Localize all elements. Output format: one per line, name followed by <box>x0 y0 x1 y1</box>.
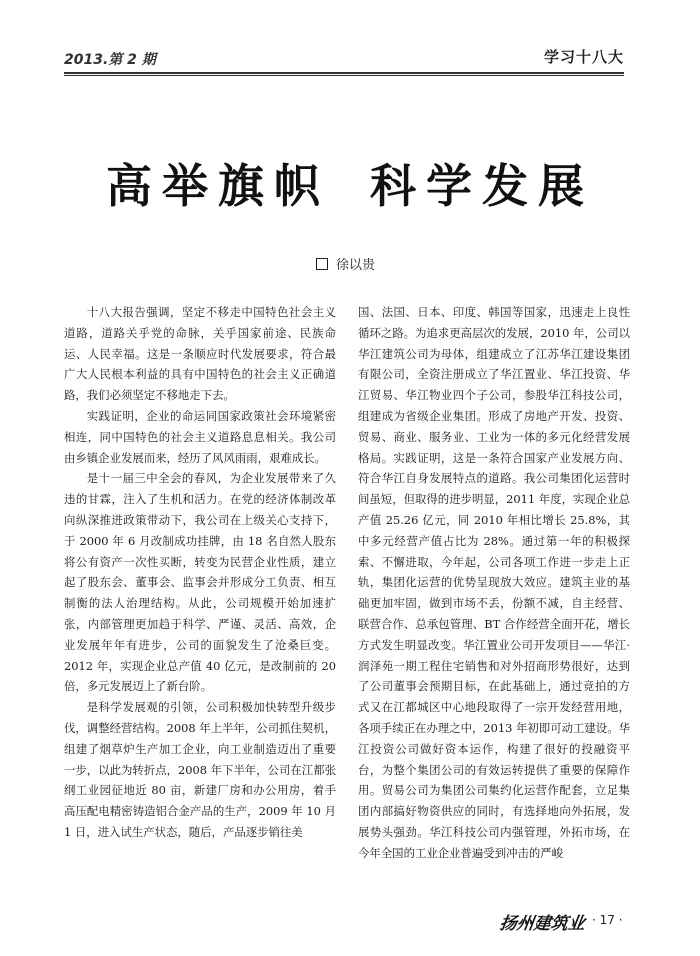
title-part-2: 科学发展 <box>370 159 594 213</box>
left-column <box>64 302 336 843</box>
page-number: · 17 · <box>592 913 623 927</box>
title-part-1: 高举旗帜 <box>106 159 330 213</box>
author-name: 徐以贵 <box>336 258 376 273</box>
paragraph: 实践证明，企业的命运同国家政策社会环境紧密相连，同中国特色的社会主义道路息息相关。我公司由乡镇企业发展而来，经历了风风雨雨，艰难成长。 <box>64 408 336 465</box>
paragraph: 十八大报告强调，坚定不移走中国特色社会主义道路，道路关乎党的命脉，关乎国家前途、民族命运、人民幸福。这是一条顺应时代发展要求，符合最广大人民根本利益的具有中国特色的社会主义正确道路，我们必须坚定不移地走下去。 <box>64 305 336 403</box>
article-title <box>0 150 700 216</box>
author-byline <box>316 254 375 273</box>
right-column <box>358 302 630 864</box>
header-rule-thin <box>64 75 624 76</box>
running-header <box>64 46 624 72</box>
issue-label: 2013.第 2 期 <box>64 52 156 68</box>
paragraph: 是科学发展观的引领，公司积极加快转型升级步伐，调整经营结构。2008 年上半年，公司抓住契机，组建了烟草炉生产加工企业，向工业制造迈出了重要一步，以此为转折点，2008 年下半年，公司在江都张纲工业园征地近 80 亩，新建厂房和办公用房，着手高压配电精密铸造铝合金产品的生产，2009 年 10 月 1 日，进入试生产状态，随后，产品逐步销往美 <box>64 700 336 839</box>
square-bullet-icon <box>316 258 328 270</box>
paragraph-continued: 国、法国、日本、印度、韩国等国家，迅速走上良性循环之路。为追求更高层次的发展，2010 年，公司以华江建筑公司为母体，组建成立了江苏华江建设集团有限公司，全资注册成立了华江置业、华江投资、华江贸易、华江物业四个子公司，参股华江科技公司，组建成为省级企业集团。形成了房地产开发、投资、贸易、商业、服务业、工业为一体的多元化经营发展格局。实践证明，这是一条符合国家产业发展方向、符合华江自身发展特点的道路。我公司集团化运营时间虽短，但取得的进步明显，2011 年度，实现企业总产值 25.26 亿元，同 2010 年相比增长 25.8%，其中多元经营产值占比为 28%。通过第一年的积极探索、不懈进取，今年起，公司各项工作进一步走上正轨，集团化运营的优势呈现放大效应。建筑主业的基础更加牢固，做到市场不丢，份额不减，自主经营、联营合作、总承包管理、BT 合作经营全面开花，增长方式发生明显改变。华江置业公司开发项目——华江·润泽苑一期工程住宅销售和对外招商形势很好，达到了公司董事会预期目标，在此基础上，通过竞拍的方式又在江都城区中心地段取得了一宗开发经营用地，各项手续正在办理之中，2013 年初即可动工建设。华江投资公司做好资本运作，构建了很好的投融资平台，为整个集团公司的有效运转提供了重要的保障作用。贸易公司为集团公司集约化运营作配套，立足集团内部搞好物资供应的同时，有选择地向外拓展，发展势头强劲。华江科技公司内强管理，外拓市场，在今年全国的工业企业普遍受到冲击的严峻 <box>358 305 630 860</box>
header-rule-thick <box>64 72 624 74</box>
magazine-logo: 扬州建筑业 <box>498 914 587 934</box>
section-label: 学习十八大 <box>543 48 624 66</box>
paragraph: 是十一届三中全会的春风，为企业发展带来了久违的甘霖，注入了生机和活力。在党的经济体制改革向纵深推进政策带动下，我公司在上级关心支持下，于 2000 年 6 月改制成功挂牌，由 18 名自然人股东将公有资产一次性买断，转变为民营企业性质，建立起了股东会、董事会、监事会并形成分工负责、相互制衡的法人治理结构。从此，公司规模开始加速扩张，内部管理更加趋于科学、严谨、灵活、高效，企业发展年年有进步，公司的面貌发生了沧桑巨变。2012 年，实现企业总产值 40 亿元，是改制前的 20 倍，多元发展迈上了新台阶。 <box>64 471 336 694</box>
